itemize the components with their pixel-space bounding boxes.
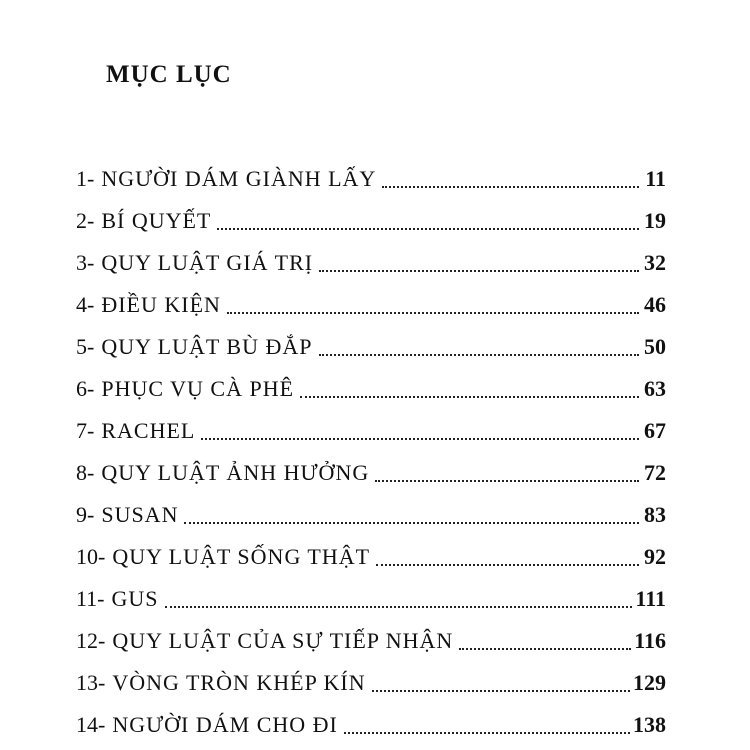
dot-leader — [344, 732, 630, 734]
toc-entry-page-number: 72 — [644, 460, 666, 485]
toc-list — [76, 158, 666, 746]
dot-leader — [227, 312, 639, 314]
toc-entry — [76, 620, 666, 662]
toc-entry-title: ĐIỀU KIỆN — [101, 292, 221, 317]
toc-entry-number: 2- — [76, 208, 95, 233]
toc-entry-title: VÒNG TRÒN KHÉP KÍN — [112, 670, 366, 695]
dot-leader — [300, 396, 639, 398]
toc-entry-title: GUS — [111, 586, 159, 611]
toc-entry — [76, 200, 666, 242]
toc-entry-number: 5- — [76, 334, 95, 359]
toc-entry — [76, 536, 666, 578]
toc-entry-page-number: 46 — [644, 292, 666, 317]
toc-entry-title: RACHEL — [101, 418, 196, 443]
toc-entry-page-number: 11 — [645, 166, 666, 191]
dot-leader — [459, 648, 631, 650]
toc-entry — [76, 494, 666, 536]
toc-entry-page-number: 63 — [644, 376, 666, 401]
toc-entry-page-number: 67 — [644, 418, 666, 443]
dot-leader — [319, 354, 639, 356]
toc-entry-number: 11- — [76, 586, 105, 611]
toc-entry-title: QUY LUẬT BÙ ĐẮP — [101, 334, 313, 359]
toc-entry — [76, 578, 666, 620]
toc-entry-page-number: 19 — [644, 208, 666, 233]
dot-leader — [201, 438, 639, 440]
toc-entry — [76, 284, 666, 326]
toc-entry-title: NGƯỜI DÁM GIÀNH LẤY — [101, 166, 377, 191]
dot-leader — [184, 522, 639, 524]
toc-entry-title: QUY LUẬT SỐNG THẬT — [112, 544, 371, 569]
toc-entry — [76, 662, 666, 704]
toc-entry-page-number: 32 — [644, 250, 666, 275]
dot-leader — [372, 690, 630, 692]
toc-entry-number: 8- — [76, 460, 95, 485]
dot-leader — [217, 228, 639, 230]
toc-entry-page-number: 83 — [644, 502, 666, 527]
toc-entry-title: QUY LUẬT CỦA SỰ TIẾP NHẬN — [112, 628, 454, 653]
toc-entry-page-number: 129 — [633, 670, 666, 695]
toc-entry-title: QUY LUẬT ẢNH HƯỞNG — [101, 460, 370, 485]
toc-entry-number: 7- — [76, 418, 95, 443]
toc-entry — [76, 704, 666, 746]
toc-entry-number: 13- — [76, 670, 106, 695]
toc-entry-title: QUY LUẬT GIÁ TRỊ — [101, 250, 314, 275]
toc-entry-number: 1- — [76, 166, 95, 191]
dot-leader — [375, 480, 639, 482]
toc-entry-number: 12- — [76, 628, 106, 653]
toc-entry — [76, 410, 666, 452]
toc-entry-title: NGƯỜI DÁM CHO ĐI — [112, 712, 338, 737]
toc-entry-number: 14- — [76, 712, 106, 737]
toc-entry — [76, 452, 666, 494]
toc-entry — [76, 368, 666, 410]
toc-entry-page-number: 50 — [644, 334, 666, 359]
toc-entry-number: 10- — [76, 544, 106, 569]
toc-entry-number: 3- — [76, 250, 95, 275]
toc-entry-number: 6- — [76, 376, 95, 401]
dot-leader — [319, 270, 639, 272]
toc-entry-page-number: 92 — [644, 544, 666, 569]
toc-entry-number: 4- — [76, 292, 95, 317]
page-title: MỤC LỤC — [106, 61, 232, 88]
toc-entry-title: PHỤC VỤ CÀ PHÊ — [101, 376, 295, 401]
dot-leader — [376, 564, 639, 566]
toc-entry-page-number: 138 — [633, 712, 666, 737]
toc-entry — [76, 326, 666, 368]
toc-entry — [76, 242, 666, 284]
toc-entry-page-number: 116 — [634, 628, 666, 653]
toc-entry — [76, 158, 666, 200]
toc-entry-title: BÍ QUYẾT — [101, 208, 212, 233]
toc-entry-number: 9- — [76, 502, 95, 527]
dot-leader — [165, 606, 633, 608]
toc-entry-page-number: 111 — [635, 586, 666, 611]
toc-entry-title: SUSAN — [101, 502, 179, 527]
dot-leader — [382, 186, 639, 188]
